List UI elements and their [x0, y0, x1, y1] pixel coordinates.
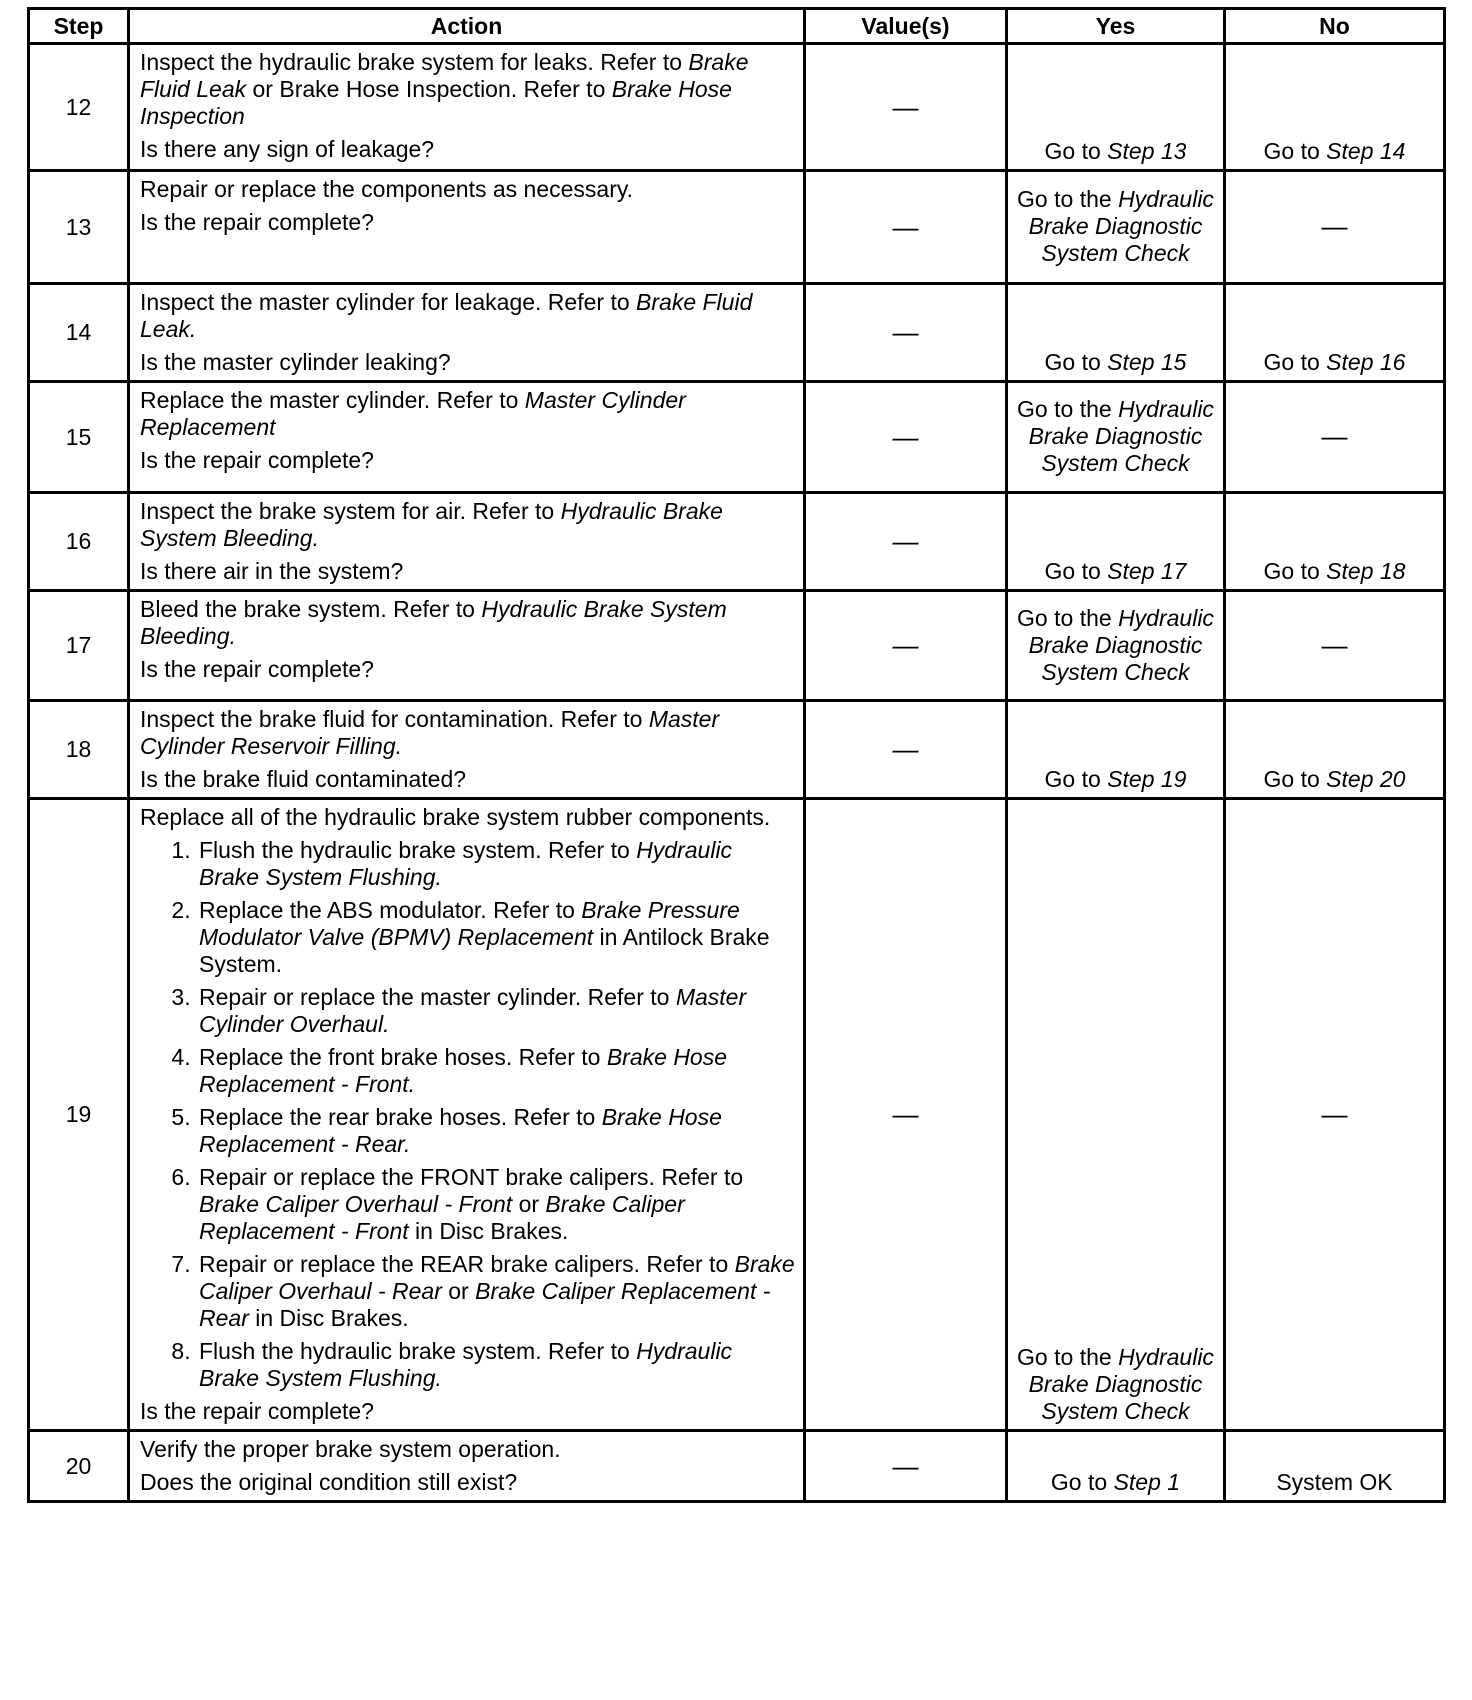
step-number: 16: [29, 493, 129, 591]
action-question: Is the repair complete?: [140, 447, 374, 473]
action-text: Inspect the brake fluid for contamination. Refer to Master Cylinder Reservoir Filling.: [140, 706, 720, 759]
value-cell: —: [805, 701, 1007, 799]
table-row: [29, 799, 1445, 1431]
value-cell: —: [805, 591, 1007, 701]
no-cell: —: [1225, 171, 1445, 284]
action-question: Is there air in the system?: [140, 558, 404, 584]
sub-steps-list: [140, 837, 795, 1392]
header-values: Value(s): [805, 9, 1007, 44]
sub-step: 6. Repair or replace the FRONT brake calipers. Refer to Brake Caliper Overhaul - Front or Brake Caliper Replacement - Front in Disc Brakes.: [197, 1164, 795, 1245]
action-question: Is the master cylinder leaking?: [140, 349, 451, 375]
sub-step: 4. Replace the front brake hoses. Refer to Brake Hose Replacement - Front.: [197, 1044, 795, 1098]
action-question: Is there any sign of leakage?: [140, 136, 435, 162]
no-cell: —: [1225, 591, 1445, 701]
yes-cell: Go to Step 1: [1007, 1431, 1225, 1502]
step-number: 19: [29, 799, 129, 1431]
action-text: Replace all of the hydraulic brake system rubber components.: [140, 804, 771, 830]
sub-step: 1. Flush the hydraulic brake system. Refer to Hydraulic Brake System Flushing.: [197, 837, 795, 891]
yes-cell: Go to Step 19: [1007, 701, 1225, 799]
action-text: Inspect the master cylinder for leakage. Refer to Brake Fluid Leak.: [140, 289, 753, 342]
table-row: [29, 44, 1445, 171]
action-text: Bleed the brake system. Refer to Hydraulic Brake System Bleeding.: [140, 596, 727, 649]
table-row: [29, 171, 1445, 284]
yes-cell: Go to Step 13: [1007, 44, 1225, 171]
action-cell: [129, 493, 805, 591]
header-step: Step: [29, 9, 129, 44]
value-cell: —: [805, 799, 1007, 1431]
action-question: Is the brake fluid contaminated?: [140, 766, 467, 792]
table-row: [29, 284, 1445, 382]
action-cell: [129, 701, 805, 799]
sub-step: 2. Replace the ABS modulator. Refer to Brake Pressure Modulator Valve (BPMV) Replacement in Antilock Brake System.: [197, 897, 795, 978]
action-question: Is the repair complete?: [140, 656, 374, 682]
sub-step: 8. Flush the hydraulic brake system. Refer to Hydraulic Brake System Flushing.: [197, 1338, 795, 1392]
header-no: No: [1225, 9, 1445, 44]
table-row: [29, 382, 1445, 493]
header-yes: Yes: [1007, 9, 1225, 44]
action-text: Verify the proper brake system operation.: [140, 1436, 561, 1462]
value-cell: —: [805, 44, 1007, 171]
no-cell: Go to Step 20: [1225, 701, 1445, 799]
header-row: [29, 9, 1445, 44]
yes-cell: Go to the Hydraulic Brake Diagnostic System Check: [1007, 382, 1225, 493]
action-cell: [129, 1431, 805, 1502]
no-cell: —: [1225, 799, 1445, 1431]
value-cell: —: [805, 171, 1007, 284]
sub-step: 5. Replace the rear brake hoses. Refer to Brake Hose Replacement - Rear.: [197, 1104, 795, 1158]
value-cell: —: [805, 382, 1007, 493]
sub-step: 7. Repair or replace the REAR brake calipers. Refer to Brake Caliper Overhaul - Rear or Brake Caliper Replacement - Rear in Disc Brakes.: [197, 1251, 795, 1332]
action-text: Inspect the hydraulic brake system for leaks. Refer to Brake Fluid Leak or Brake Hose Inspection. Refer to Brake Hose Inspection: [140, 49, 749, 129]
step-number: 12: [29, 44, 129, 171]
no-cell: System OK: [1225, 1431, 1445, 1502]
yes-cell: Go to Step 15: [1007, 284, 1225, 382]
value-cell: —: [805, 284, 1007, 382]
no-cell: Go to Step 16: [1225, 284, 1445, 382]
action-cell: [129, 591, 805, 701]
no-cell: —: [1225, 382, 1445, 493]
yes-cell: Go to Step 17: [1007, 493, 1225, 591]
step-number: 15: [29, 382, 129, 493]
action-text: Replace the master cylinder. Refer to Master Cylinder Replacement: [140, 387, 686, 440]
action-question: Does the original condition still exist?: [140, 1469, 518, 1495]
yes-cell: Go to the Hydraulic Brake Diagnostic System Check: [1007, 591, 1225, 701]
action-question: Is the repair complete?: [140, 1398, 374, 1424]
action-cell: [129, 799, 805, 1431]
action-text: Repair or replace the components as necessary.: [140, 176, 634, 202]
yes-cell: Go to the Hydraulic Brake Diagnostic System Check: [1007, 171, 1225, 284]
table-body: [29, 44, 1445, 1502]
table-row: [29, 701, 1445, 799]
action-question: Is the repair complete?: [140, 209, 374, 235]
action-cell: [129, 382, 805, 493]
no-cell: Go to Step 14: [1225, 44, 1445, 171]
table-row: [29, 493, 1445, 591]
diagnostic-table: [27, 7, 1446, 1503]
no-cell: Go to Step 18: [1225, 493, 1445, 591]
sub-step: 3. Repair or replace the master cylinder. Refer to Master Cylinder Overhaul.: [197, 984, 795, 1038]
action-cell: [129, 44, 805, 171]
value-cell: —: [805, 493, 1007, 591]
step-number: 14: [29, 284, 129, 382]
value-cell: —: [805, 1431, 1007, 1502]
header-action: Action: [129, 9, 805, 44]
step-number: 20: [29, 1431, 129, 1502]
step-number: 18: [29, 701, 129, 799]
action-text: Inspect the brake system for air. Refer to Hydraulic Brake System Bleeding.: [140, 498, 723, 551]
table-row: [29, 591, 1445, 701]
yes-cell: Go to the Hydraulic Brake Diagnostic System Check: [1007, 799, 1225, 1431]
step-number: 13: [29, 171, 129, 284]
action-cell: [129, 284, 805, 382]
action-cell: [129, 171, 805, 284]
table-row: [29, 1431, 1445, 1502]
step-number: 17: [29, 591, 129, 701]
